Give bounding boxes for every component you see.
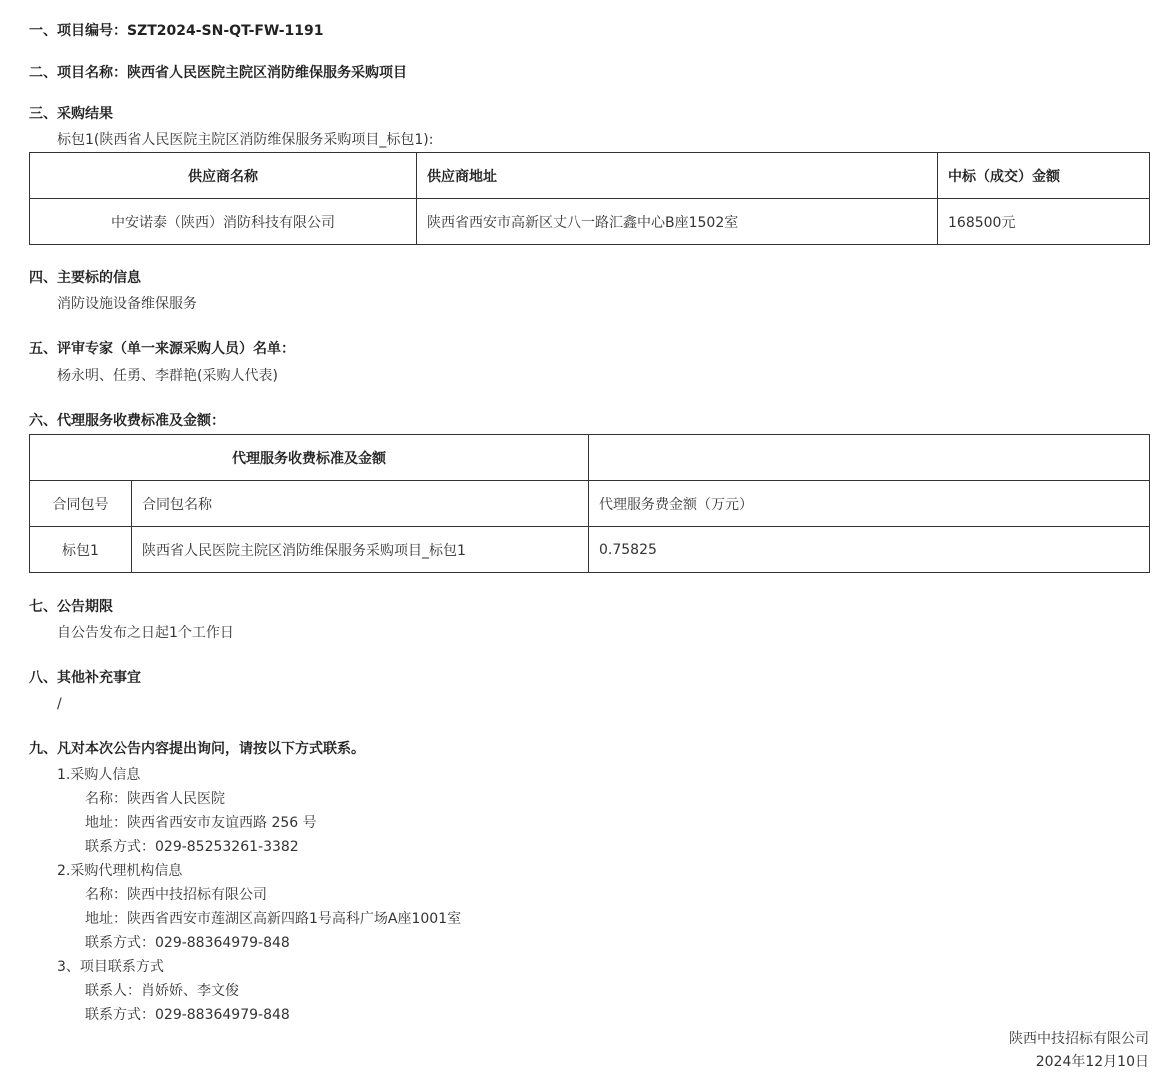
header-fee-amount: 代理服务费金额（万元） xyxy=(589,481,1150,527)
agency-address: 地址：陕西省西安市莲湖区高新四路1号高科广场A座1001室 xyxy=(85,911,462,927)
footer-date: 2024年12月10日 xyxy=(1035,1054,1149,1070)
table-row xyxy=(30,153,1150,199)
project-contact-heading: 3、项目联系方式 xyxy=(57,959,164,975)
table-row xyxy=(30,199,1150,245)
section-2-project-name: 二、项目名称：陕西省人民医院主院区消防维保服务采购项目 xyxy=(29,65,407,81)
agency-name: 名称：陕西中技招标有限公司 xyxy=(85,887,267,903)
result-table xyxy=(29,152,1150,245)
agency-heading: 2.采购代理机构信息 xyxy=(57,863,183,879)
header-supplier-name: 供应商名称 xyxy=(30,153,417,199)
header-lot-number: 合同包号 xyxy=(30,481,132,527)
fee-table-title: 代理服务收费标准及金额 xyxy=(30,435,589,481)
section-8-heading: 八、其他补充事宜 xyxy=(29,670,141,686)
cell-award-amount: 168500元 xyxy=(938,199,1150,245)
table-row xyxy=(30,481,1150,527)
cell-lot-number: 标包1 xyxy=(30,527,132,573)
section-3-lot-label: 标包1(陕西省人民医院主院区消防维保服务采购项目_标包1): xyxy=(57,132,434,148)
header-lot-name: 合同包名称 xyxy=(132,481,589,527)
cell-fee-amount: 0.75825 xyxy=(589,527,1150,573)
section-4-heading: 四、主要标的信息 xyxy=(29,270,141,286)
table-row xyxy=(30,527,1150,573)
section-5-body: 杨永明、任勇、李群艳(采购人代表) xyxy=(57,368,278,384)
cell-supplier-address: 陕西省西安市高新区丈八一路汇鑫中心B座1502室 xyxy=(417,199,938,245)
section-4-body: 消防设施设备维保服务 xyxy=(57,296,197,312)
project-contact-person: 联系人：肖娇娇、李文俊 xyxy=(85,983,239,999)
cell-supplier-name: 中安诺泰（陕西）消防科技有限公司 xyxy=(30,199,417,245)
section-7-heading: 七、公告期限 xyxy=(29,599,113,615)
purchaser-name: 名称：陕西省人民医院 xyxy=(85,791,225,807)
agency-phone: 联系方式：029-88364979-848 xyxy=(85,935,290,951)
header-supplier-address: 供应商地址 xyxy=(417,153,938,199)
purchaser-address: 地址：陕西省西安市友谊西路 256 号 xyxy=(85,815,317,831)
header-award-amount: 中标（成交）金额 xyxy=(938,153,1150,199)
section-1-project-number: 一、项目编号：SZT2024-SN-QT-FW-1191 xyxy=(29,23,324,39)
section-7-body: 自公告发布之日起1个工作日 xyxy=(57,625,234,641)
purchaser-phone: 联系方式：029-85253261-3382 xyxy=(85,839,299,855)
footer-company: 陕西中技招标有限公司 xyxy=(1009,1031,1149,1047)
section-8-body: / xyxy=(57,696,62,712)
fee-table-empty-cell xyxy=(589,435,1150,481)
purchaser-heading: 1.采购人信息 xyxy=(57,767,141,783)
section-5-heading: 五、评审专家（单一来源采购人员）名单： xyxy=(29,341,295,357)
section-9-heading: 九、凡对本次公告内容提出询问，请按以下方式联系。 xyxy=(29,741,365,757)
project-contact-phone: 联系方式：029-88364979-848 xyxy=(85,1007,290,1023)
section-6-heading: 六、代理服务收费标准及金额： xyxy=(29,413,225,429)
table-row xyxy=(30,435,1150,481)
fee-table xyxy=(29,434,1150,573)
cell-lot-name: 陕西省人民医院主院区消防维保服务采购项目_标包1 xyxy=(132,527,589,573)
section-3-heading: 三、采购结果 xyxy=(29,106,113,122)
